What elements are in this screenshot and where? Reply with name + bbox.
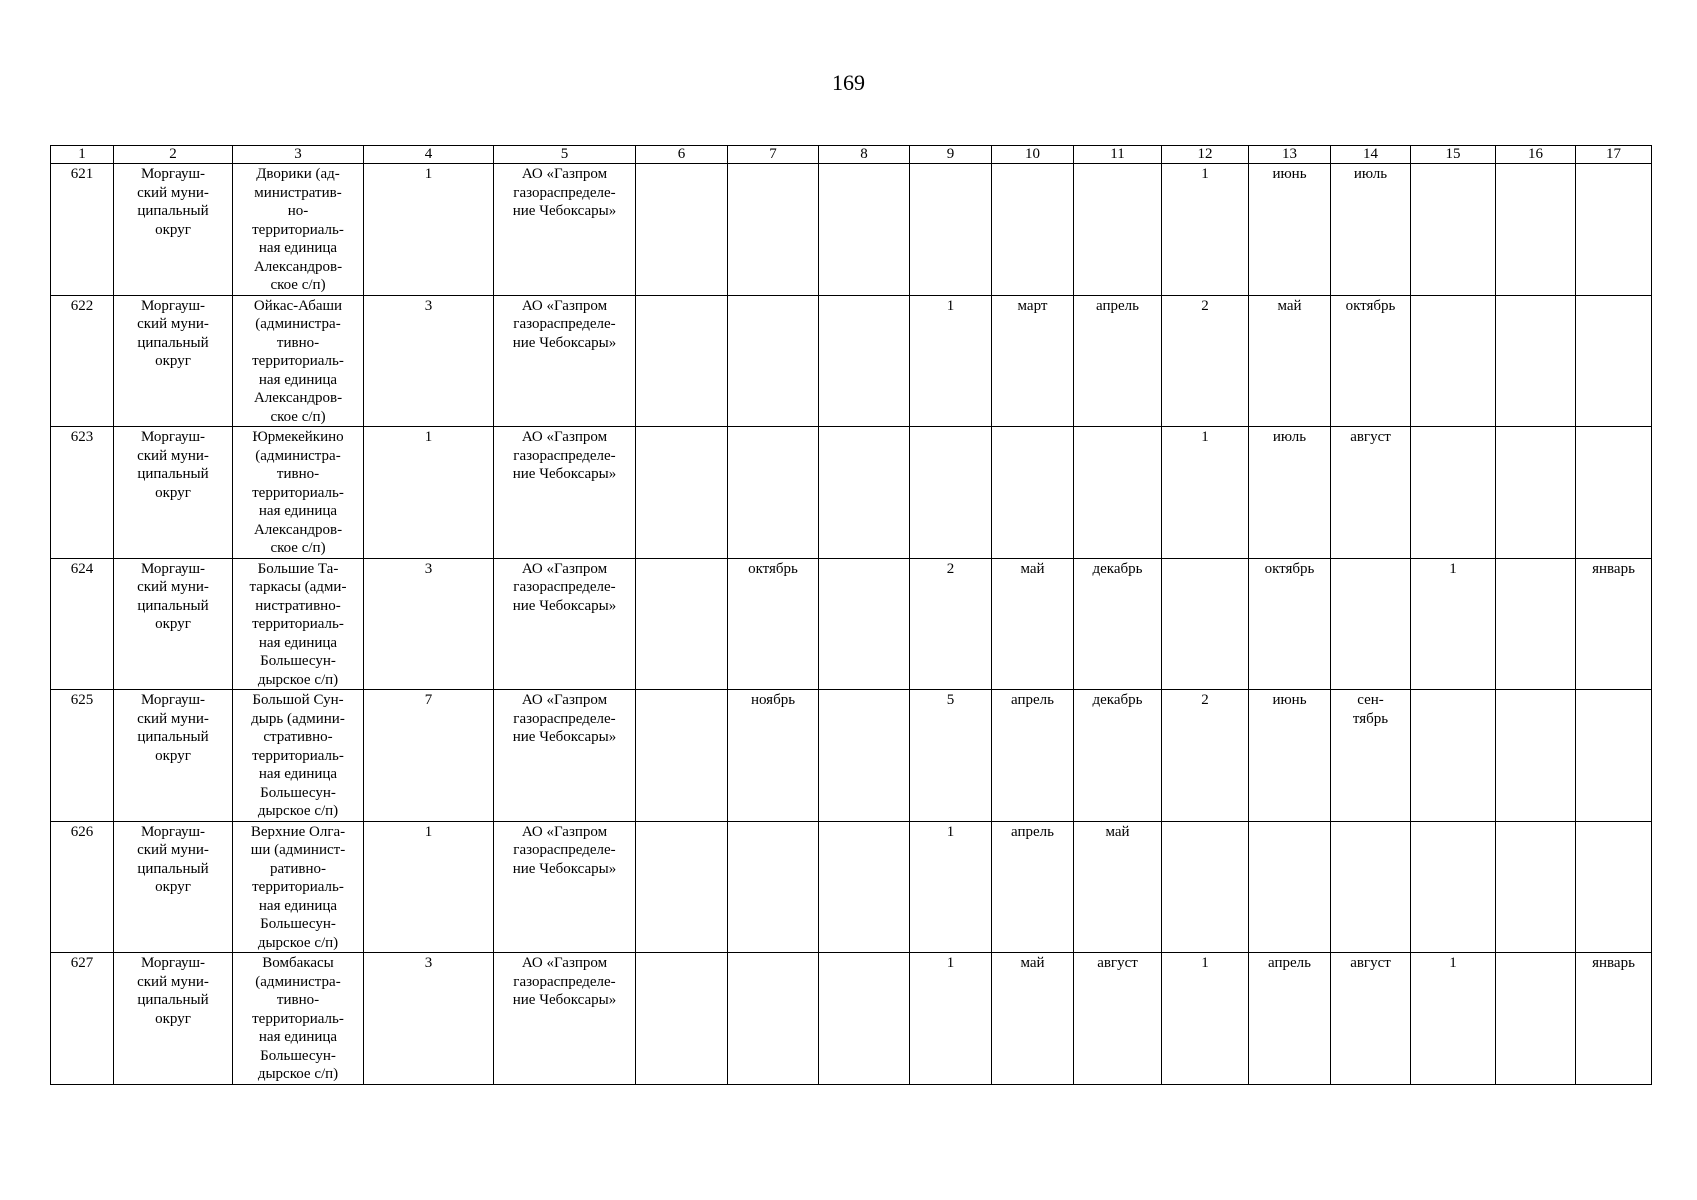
column-header-16: 16 (1496, 146, 1576, 164)
table-cell-col-6 (636, 295, 728, 427)
table-cell-col-16 (1496, 427, 1576, 559)
table-cell-col-4: 1 (364, 164, 494, 296)
column-header-15: 15 (1411, 146, 1496, 164)
table-cell-col-4: 7 (364, 690, 494, 822)
table-cell-col-1: 623 (51, 427, 114, 559)
column-header-14: 14 (1331, 146, 1411, 164)
table-cell-col-14 (1331, 821, 1411, 953)
column-header-12: 12 (1162, 146, 1249, 164)
table-cell-col-14: август (1331, 427, 1411, 559)
column-header-9: 9 (910, 146, 992, 164)
table-cell-col-9 (910, 164, 992, 296)
table-cell-col-17 (1576, 164, 1652, 296)
table-cell-col-1: 621 (51, 164, 114, 296)
table-cell-col-14: октябрь (1331, 295, 1411, 427)
table-cell-col-1: 625 (51, 690, 114, 822)
table-cell-col-3: Верхние Олга- ши (админист- ративно- территориаль- ная единица Большесун- дырское с/п) (233, 821, 364, 953)
table-row (51, 953, 1652, 1085)
table-cell-col-13: октябрь (1249, 558, 1331, 690)
table-cell-col-9 (910, 427, 992, 559)
table-cell-col-16 (1496, 821, 1576, 953)
table-cell-col-3: Большой Сун- дырь (админи- стративно- территориаль- ная единица Большесун- дырское с/п) (233, 690, 364, 822)
table-cell-col-5: АО «Газпром газораспределе- ние Чебоксары» (494, 558, 636, 690)
table-cell-col-6 (636, 558, 728, 690)
table-body (51, 164, 1652, 1085)
table-cell-col-7: ноябрь (728, 690, 819, 822)
table-cell-col-9: 1 (910, 953, 992, 1085)
column-header-3: 3 (233, 146, 364, 164)
table-cell-col-12 (1162, 821, 1249, 953)
table-cell-col-3: Юрмекейкино (администра- тивно- территориаль- ная единица Александров- ское с/п) (233, 427, 364, 559)
table-cell-col-13: апрель (1249, 953, 1331, 1085)
table-cell-col-4: 3 (364, 295, 494, 427)
table-cell-col-8 (819, 164, 910, 296)
table-cell-col-4: 3 (364, 953, 494, 1085)
table-cell-col-17: январь (1576, 953, 1652, 1085)
table-cell-col-17 (1576, 295, 1652, 427)
table-cell-col-12: 1 (1162, 953, 1249, 1085)
table-cell-col-13 (1249, 821, 1331, 953)
table-cell-col-11: май (1074, 821, 1162, 953)
table-cell-col-13: июль (1249, 427, 1331, 559)
table-cell-col-15: 1 (1411, 953, 1496, 1085)
table-cell-col-11: апрель (1074, 295, 1162, 427)
table-cell-col-13: июнь (1249, 164, 1331, 296)
table-cell-col-8 (819, 690, 910, 822)
table-cell-col-5: АО «Газпром газораспределе- ние Чебоксары» (494, 690, 636, 822)
table-cell-col-7: октябрь (728, 558, 819, 690)
table-cell-col-15 (1411, 427, 1496, 559)
table-cell-col-6 (636, 427, 728, 559)
table-cell-col-17 (1576, 821, 1652, 953)
table-row (51, 164, 1652, 296)
table-cell-col-3: Вомбакасы (администра- тивно- территориаль- ная единица Большесун- дырское с/п) (233, 953, 364, 1085)
column-header-13: 13 (1249, 146, 1331, 164)
table-cell-col-5: АО «Газпром газораспределе- ние Чебоксары» (494, 821, 636, 953)
table-cell-col-7 (728, 295, 819, 427)
table-cell-col-4: 3 (364, 558, 494, 690)
column-header-5: 5 (494, 146, 636, 164)
column-header-2: 2 (114, 146, 233, 164)
column-header-10: 10 (992, 146, 1074, 164)
table-cell-col-15 (1411, 690, 1496, 822)
table-cell-col-11: август (1074, 953, 1162, 1085)
table-cell-col-17 (1576, 427, 1652, 559)
table-cell-col-5: АО «Газпром газораспределе- ние Чебоксары» (494, 953, 636, 1085)
table-cell-col-3: Дворики (ад- министратив- но- территориаль- ная единица Александров- ское с/п) (233, 164, 364, 296)
table-cell-col-10 (992, 164, 1074, 296)
table-cell-col-5: АО «Газпром газораспределе- ние Чебоксары» (494, 427, 636, 559)
table-cell-col-2: Моргауш- ский муни- ципальный округ (114, 164, 233, 296)
table-cell-col-14: сен- тябрь (1331, 690, 1411, 822)
table-cell-col-2: Моргауш- ский муни- ципальный округ (114, 295, 233, 427)
table-cell-col-10: май (992, 558, 1074, 690)
table-cell-col-16 (1496, 690, 1576, 822)
table-cell-col-9: 2 (910, 558, 992, 690)
table-row (51, 821, 1652, 953)
table-cell-col-5: АО «Газпром газораспределе- ние Чебоксары» (494, 164, 636, 296)
table-cell-col-12 (1162, 558, 1249, 690)
table-cell-col-1: 626 (51, 821, 114, 953)
table-cell-col-4: 1 (364, 821, 494, 953)
table-cell-col-6 (636, 953, 728, 1085)
table-cell-col-3: Ойкас-Абаши (администра- тивно- территориаль- ная единица Александров- ское с/п) (233, 295, 364, 427)
table-cell-col-6 (636, 690, 728, 822)
table-cell-col-8 (819, 953, 910, 1085)
column-header-1: 1 (51, 146, 114, 164)
table-cell-col-10: март (992, 295, 1074, 427)
table-cell-col-9: 1 (910, 295, 992, 427)
table-cell-col-9: 5 (910, 690, 992, 822)
table-row (51, 558, 1652, 690)
table-row (51, 427, 1652, 559)
table-cell-col-12: 2 (1162, 690, 1249, 822)
table-cell-col-12: 1 (1162, 427, 1249, 559)
table-cell-col-1: 622 (51, 295, 114, 427)
table-cell-col-2: Моргауш- ский муни- ципальный округ (114, 558, 233, 690)
gasification-schedule-table (50, 145, 1652, 1085)
table-cell-col-2: Моргауш- ский муни- ципальный округ (114, 821, 233, 953)
table-cell-col-9: 1 (910, 821, 992, 953)
table-cell-col-17 (1576, 690, 1652, 822)
table-cell-col-2: Моргауш- ский муни- ципальный округ (114, 953, 233, 1085)
table-cell-col-17: январь (1576, 558, 1652, 690)
table-cell-col-12: 1 (1162, 164, 1249, 296)
table-cell-col-2: Моргауш- ский муни- ципальный округ (114, 427, 233, 559)
table-cell-col-13: май (1249, 295, 1331, 427)
table-cell-col-11 (1074, 427, 1162, 559)
table-cell-col-8 (819, 558, 910, 690)
table-cell-col-11: декабрь (1074, 558, 1162, 690)
column-number-row (51, 146, 1652, 164)
column-header-17: 17 (1576, 146, 1652, 164)
table-cell-col-10 (992, 427, 1074, 559)
table-cell-col-11 (1074, 164, 1162, 296)
table-cell-col-14: август (1331, 953, 1411, 1085)
table-cell-col-7 (728, 427, 819, 559)
table-cell-col-7 (728, 953, 819, 1085)
table-cell-col-2: Моргауш- ский муни- ципальный округ (114, 690, 233, 822)
table-cell-col-5: АО «Газпром газораспределе- ние Чебоксары» (494, 295, 636, 427)
table-cell-col-13: июнь (1249, 690, 1331, 822)
table-cell-col-8 (819, 821, 910, 953)
table-cell-col-14 (1331, 558, 1411, 690)
column-header-11: 11 (1074, 146, 1162, 164)
table-cell-col-14: июль (1331, 164, 1411, 296)
table-row (51, 690, 1652, 822)
table-cell-col-3: Большие Та- таркасы (адми- нистративно- территориаль- ная единица Большесун- дырское с/п) (233, 558, 364, 690)
table-cell-col-15 (1411, 164, 1496, 296)
table-cell-col-6 (636, 821, 728, 953)
table-cell-col-8 (819, 295, 910, 427)
table-cell-col-15 (1411, 295, 1496, 427)
column-header-6: 6 (636, 146, 728, 164)
table-cell-col-4: 1 (364, 427, 494, 559)
table-cell-col-7 (728, 821, 819, 953)
table-cell-col-1: 624 (51, 558, 114, 690)
table-cell-col-10: апрель (992, 690, 1074, 822)
table-cell-col-15 (1411, 821, 1496, 953)
column-header-4: 4 (364, 146, 494, 164)
table-cell-col-16 (1496, 558, 1576, 690)
table-cell-col-11: декабрь (1074, 690, 1162, 822)
table-cell-col-12: 2 (1162, 295, 1249, 427)
table-cell-col-8 (819, 427, 910, 559)
table-cell-col-16 (1496, 295, 1576, 427)
table-row (51, 295, 1652, 427)
table-cell-col-7 (728, 164, 819, 296)
column-header-8: 8 (819, 146, 910, 164)
page-number: 169 (832, 70, 865, 95)
table-cell-col-10: апрель (992, 821, 1074, 953)
table-cell-col-16 (1496, 164, 1576, 296)
table-cell-col-16 (1496, 953, 1576, 1085)
table-cell-col-1: 627 (51, 953, 114, 1085)
table-cell-col-15: 1 (1411, 558, 1496, 690)
table-cell-col-10: май (992, 953, 1074, 1085)
table-cell-col-6 (636, 164, 728, 296)
column-header-7: 7 (728, 146, 819, 164)
